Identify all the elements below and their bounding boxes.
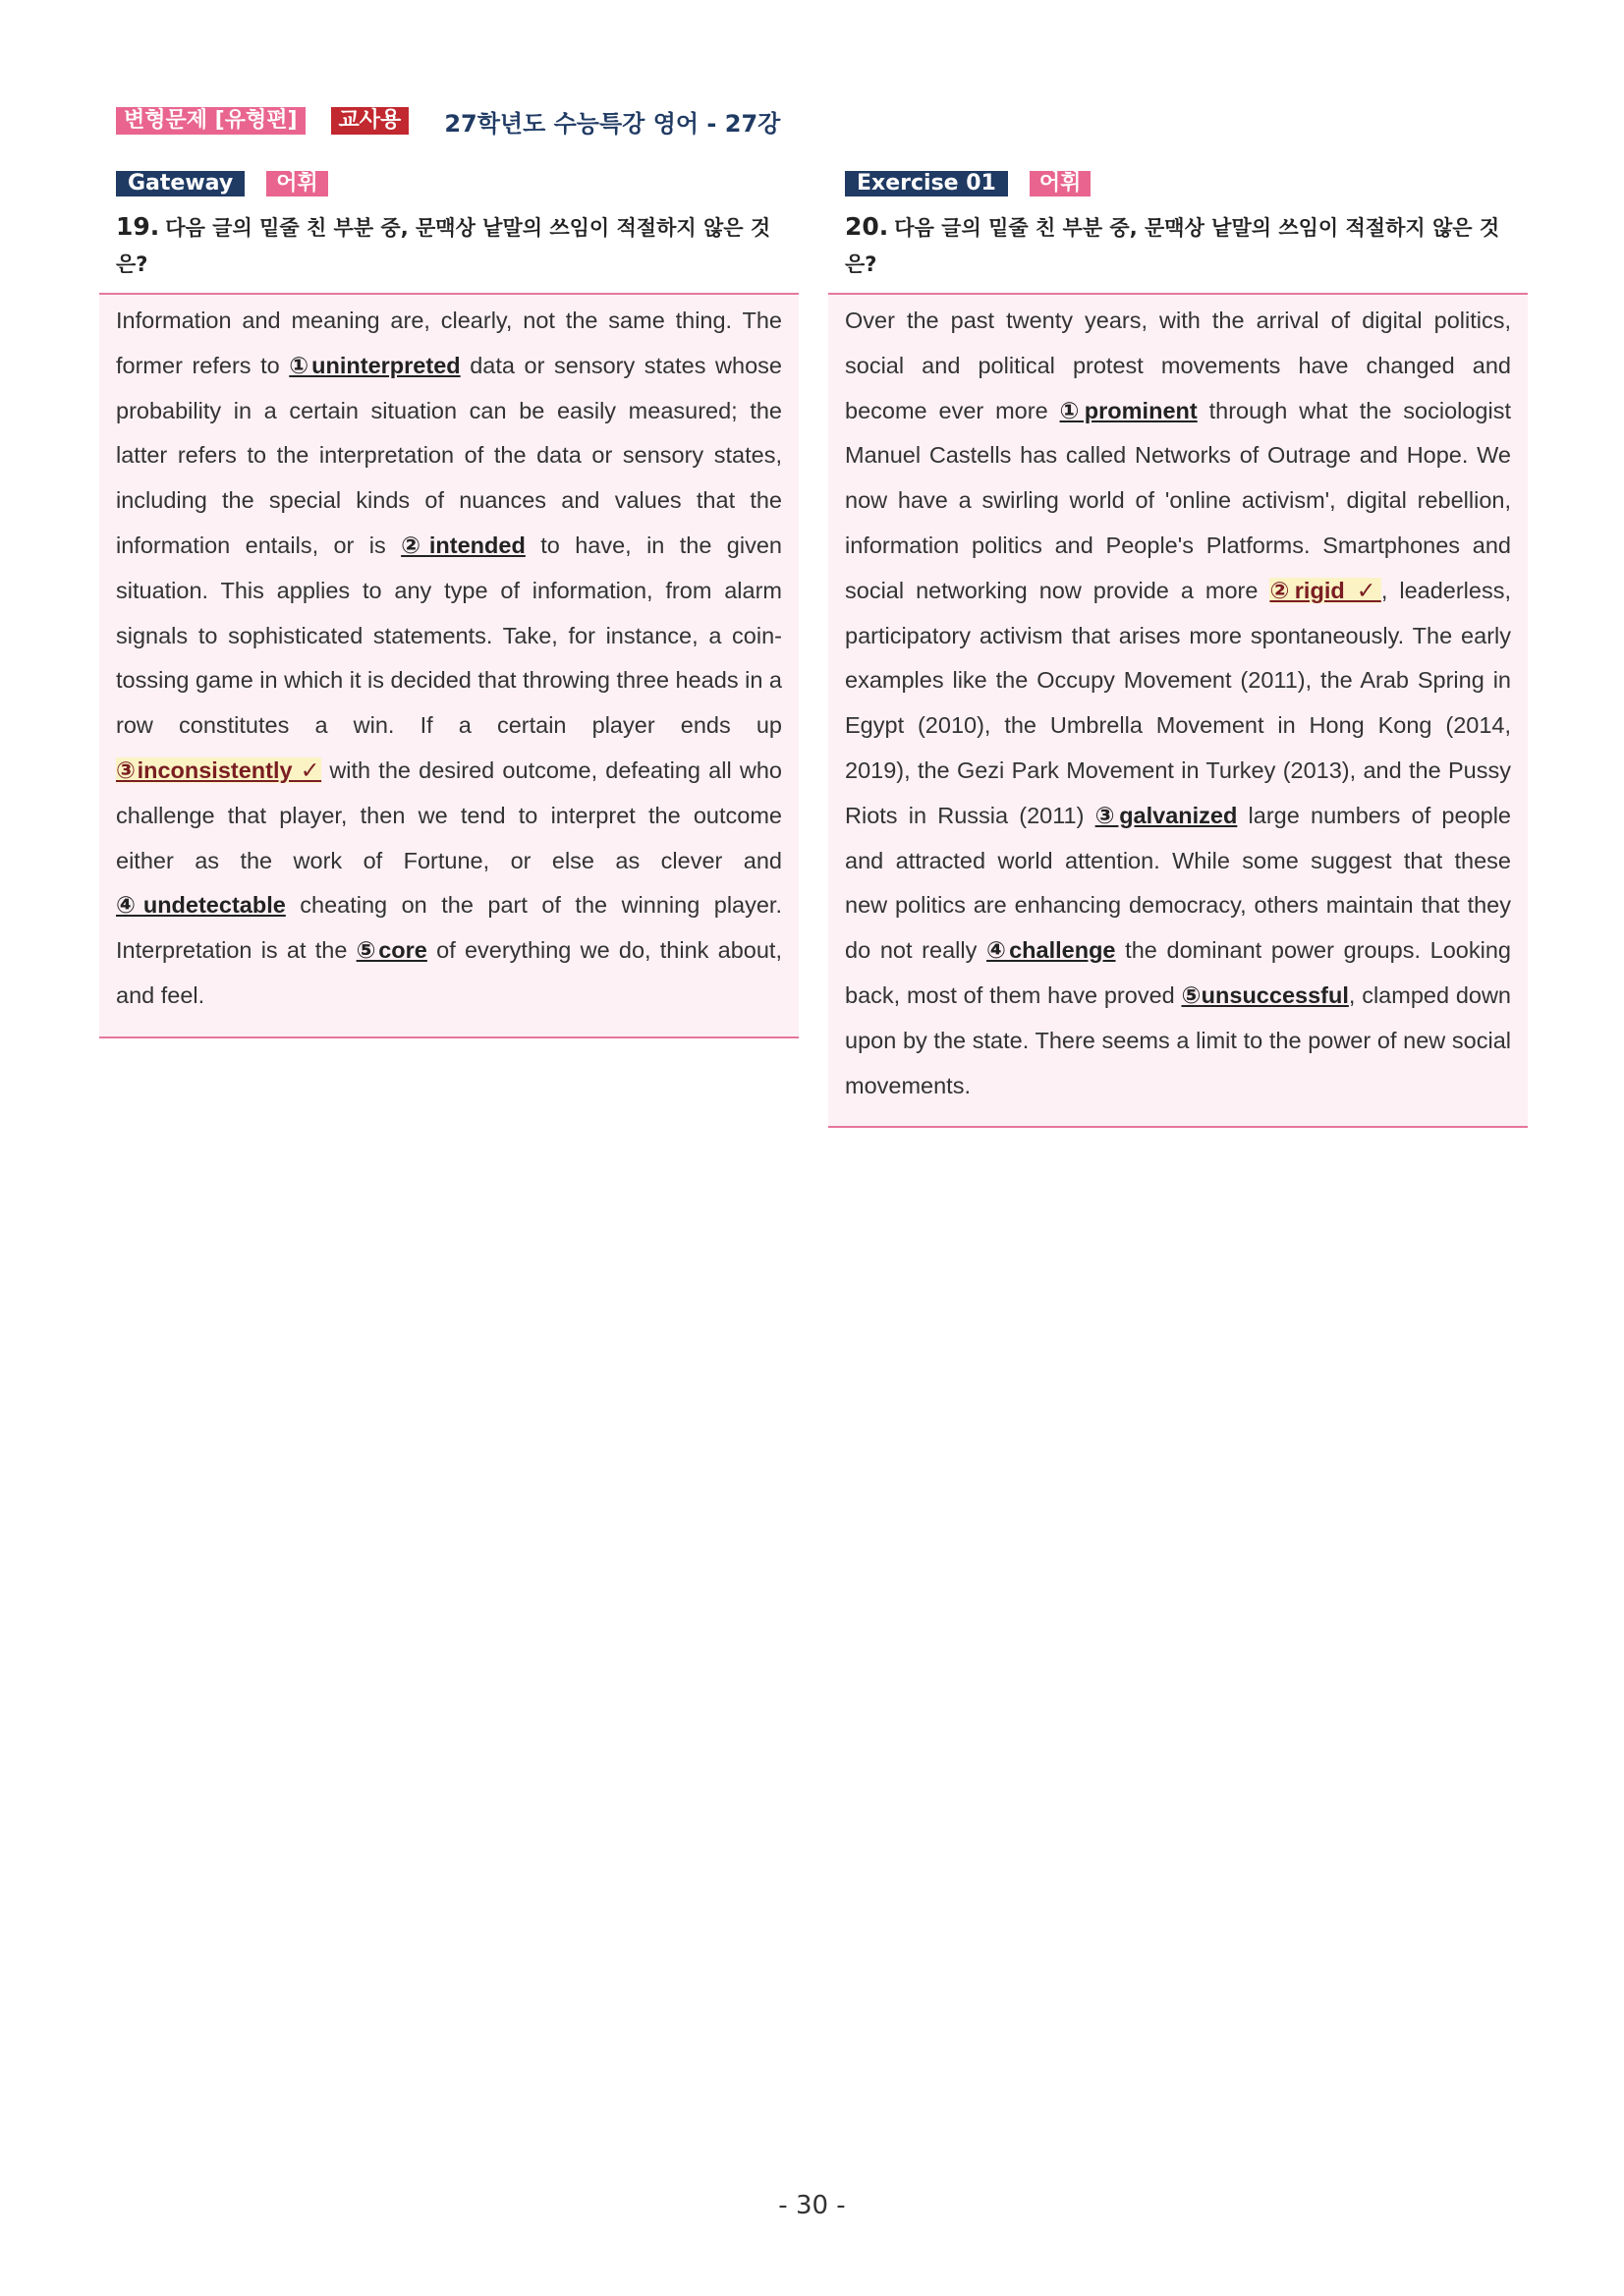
question-19-column: [99, 171, 799, 1038]
passage-text: of everything we do, think about, and feel.: [116, 937, 782, 1008]
badge-row: [116, 171, 799, 196]
page-number: - 30 -: [778, 2191, 846, 2220]
passage-text: the dominant power groups. Looking back, most of them have proved: [845, 937, 1511, 1008]
passage-text: large numbers of people and attracted world attention. While some suggest that these new politics are enhancing democracy, others maintain that they do not really: [845, 802, 1511, 964]
choice-2: ②intended: [401, 532, 526, 558]
question-number: 19.: [116, 212, 160, 241]
choice-3-answer: ③inconsistently ✓: [116, 756, 322, 783]
vocab-badge: 어휘: [1030, 171, 1092, 196]
question-number: 20.: [845, 212, 889, 241]
passage-text: , leaderless, participatory activism that arises more spontaneously. The early examples like the Occupy Movement (2011), the Arab Spring in Egypt (2010), the Umbrella Movement in Hong Kong (2014, 2019), the Gezi Park Movement in Turkey (2013), and the Pussy Riots in Russia (2011): [845, 577, 1512, 828]
passage-text: through what the sociologist Manuel Castells has called Networks of Outrage and Hope. We now have a swirling world of 'online activism', digital rebellion, information politics and People's Platforms. Smartphones and social networking now provide a more: [845, 397, 1512, 603]
question-20: [845, 208, 1513, 283]
choice-4: ④challenge: [986, 937, 1116, 964]
exercise-badge: Exercise 01: [845, 171, 1008, 196]
passage-text: Over the past twenty years, with the arrival of digital politics, social and political protest movements have changed and become ever more: [845, 308, 1511, 423]
choice-5: ⑤core: [356, 937, 427, 964]
gateway-badge: Gateway: [116, 171, 245, 196]
choice-2-answer: ②rigid ✓: [1269, 577, 1381, 603]
choice-1: ①uninterpreted: [289, 352, 461, 378]
choice-1: ①prominent: [1059, 397, 1198, 423]
teacher-tag: 교사용: [331, 107, 410, 135]
header-title: 27학년도 수능특강 영어 - 27강: [444, 109, 781, 138]
passage-text: , clamped down upon by the state. There seems a limit to the power of new social movements.: [845, 981, 1511, 1098]
choice-5: ⑤unsuccessful: [1181, 981, 1349, 1008]
type-tag: 변형문제 [유형편]: [116, 107, 306, 135]
passage-20: [828, 293, 1528, 1128]
choice-4: ④undetectable: [116, 892, 286, 919]
passage-19: [99, 293, 799, 1038]
question-text: 다음 글의 밑줄 친 부분 중, 문맥상 낱말의 쓰임이 적절하지 않은 것은?: [116, 216, 771, 276]
question-19: [116, 208, 784, 283]
question-text: 다음 글의 밑줄 친 부분 중, 문맥상 낱말의 쓰임이 적절하지 않은 것은?: [845, 216, 1500, 276]
question-20-column: [828, 171, 1528, 1128]
passage-text: Information and meaning are, clearly, not the same thing. The former refers to: [116, 308, 782, 378]
badge-row: [845, 171, 1528, 196]
page-header: [116, 104, 780, 138]
passage-text: cheating on the part of the winning player. Interpretation is at the: [116, 892, 782, 964]
passage-text: with the desired outcome, defeating all who challenge that player, then we tend to interpret the outcome either as the work of Fortune, or else as clever and: [116, 756, 783, 873]
passage-text: to have, in the given situation. This applies to any type of information, from alarm signals to sophisticated statements. Take, for instance, a coin-tossing game in which it is decided that throwing three heads in a row constitutes a win. If a certain player ends up: [116, 532, 782, 739]
passage-text: data or sensory states whose probability in a certain situation can be easily measured; the latter refers to the interpretation of the data or sensory states, including the special kinds of nuances and values that the information entails, or is: [116, 352, 782, 558]
vocab-badge: 어휘: [266, 171, 328, 196]
choice-3: ③galvanized: [1094, 802, 1238, 828]
